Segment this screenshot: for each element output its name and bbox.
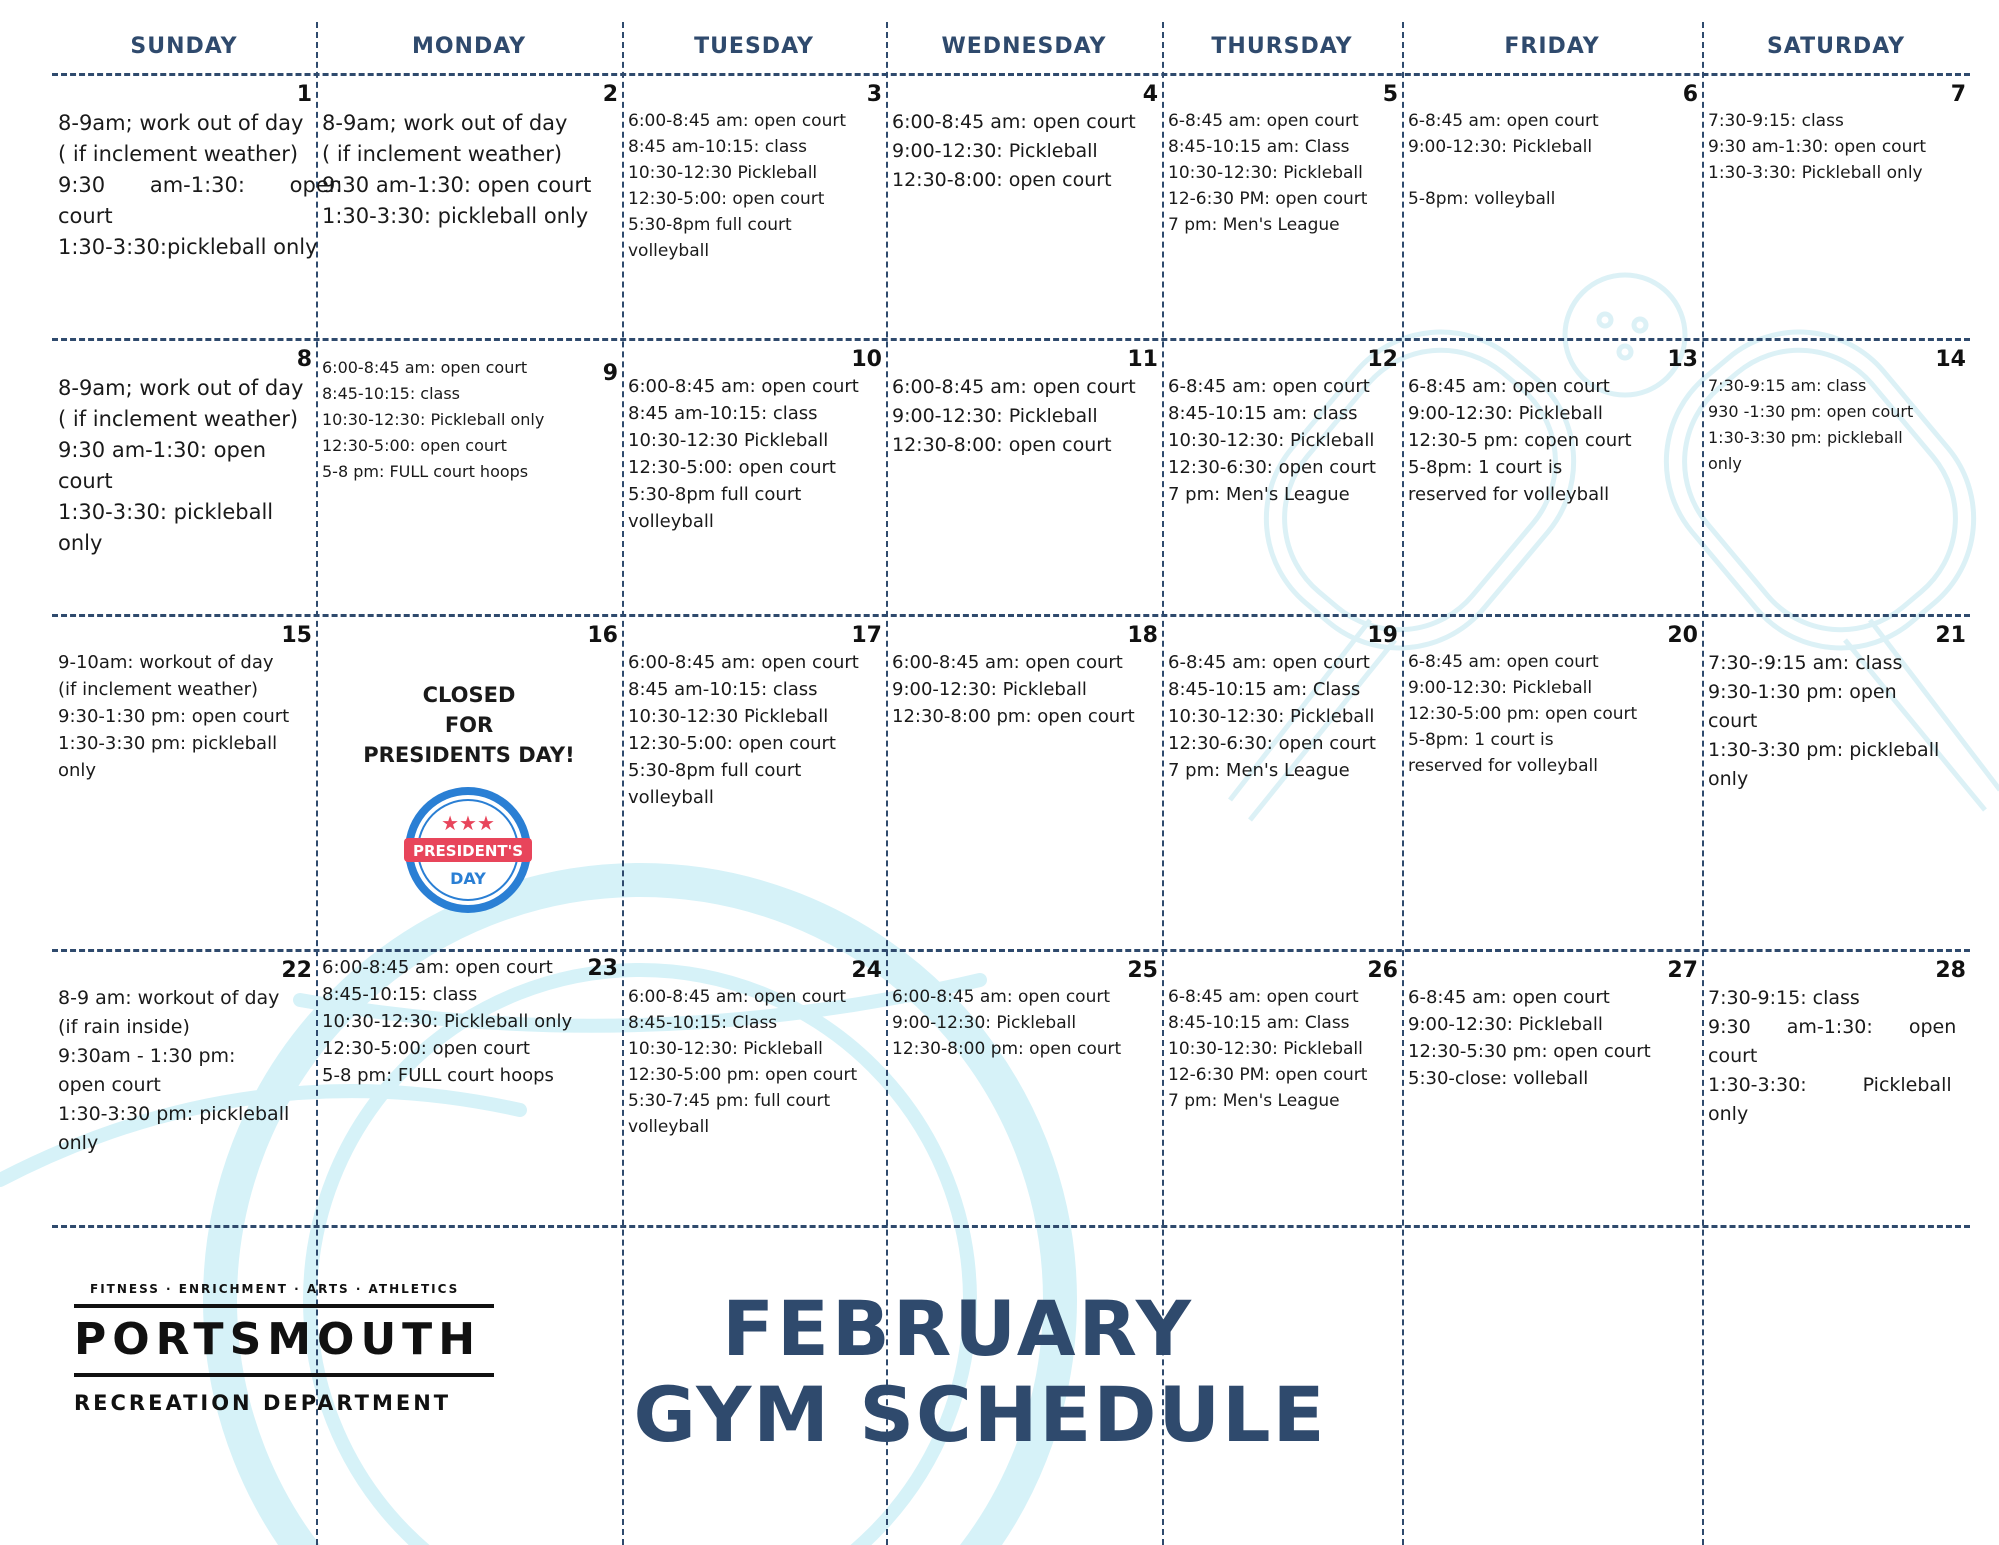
day-number: 14 — [1935, 347, 1966, 372]
schedule-line: 1:30-3:30:pickleball only — [58, 235, 318, 259]
schedule-line: 8-9am; work out of day — [58, 376, 304, 400]
schedule-line: 6:00-8:45 am: open court — [892, 111, 1136, 133]
logo-tagline: FITNESS · ENRICHMENT · ARTS · ATHLETICS — [90, 1282, 460, 1296]
schedule-line: 7 pm: Men's League — [1168, 760, 1350, 781]
schedule-line: 12:30-8:00 pm: open court — [892, 706, 1135, 727]
day-cell-22 — [52, 954, 316, 1158]
day-header-sunday: SUNDAY — [130, 34, 238, 59]
day-cell-1 — [52, 78, 343, 263]
schedule-line: only — [1708, 768, 1749, 790]
schedule-line: 6:00-8:45 am: open court — [892, 652, 1123, 673]
schedule-line: 6:00-8:45 am: open court — [892, 987, 1111, 1007]
schedule-line: 9:00-12:30: Pickleball — [1408, 1014, 1603, 1035]
schedule-line: 6:00-8:45 am: open court — [628, 987, 847, 1007]
schedule-line: 9:30 am-1:30: open — [58, 173, 343, 197]
schedule-line: 1:30-3:30: Pickleball — [1708, 1074, 1952, 1096]
schedule-line: ( if inclement weather) — [322, 142, 563, 166]
schedule-line: volleyball — [628, 241, 710, 261]
title-line-1: FEBRUARY — [722, 1284, 1194, 1373]
day-number: 4 — [1142, 82, 1158, 107]
day-number: 28 — [1935, 958, 1966, 983]
day-cell-14 — [1702, 343, 1970, 477]
schedule-line: 5:30-7:45 pm: full court — [628, 1091, 831, 1111]
day-cell-23 — [316, 954, 622, 1089]
schedule-line: only — [58, 531, 103, 555]
day-number: 20 — [1667, 623, 1698, 648]
schedule-line: 5-8 pm: FULL court hoops — [322, 462, 529, 481]
schedule-line: 9:30 am-1:30: open court — [1708, 137, 1927, 157]
schedule-line: (if rain inside) — [58, 1016, 190, 1038]
schedule-line: 9:00-12:30: Pickleball — [892, 679, 1087, 700]
schedule-line: 9:30am - 1:30 pm: — [58, 1045, 236, 1067]
schedule-line: 5:30-close: volleball — [1408, 1068, 1589, 1089]
grid-line — [52, 614, 1970, 617]
schedule-line: 5-8 pm: FULL court hoops — [322, 1065, 554, 1086]
day-cell-4 — [886, 78, 1162, 195]
schedule-line: 6:00-8:45 am: open court — [628, 652, 859, 673]
schedule-line: only — [58, 1132, 99, 1154]
grid-line — [52, 1225, 1970, 1228]
schedule-line: 12:30-5:00: open court — [628, 457, 836, 478]
day-cell-25 — [886, 954, 1162, 1062]
day-header-monday: MONDAY — [411, 34, 527, 59]
schedule-line: 9:00-12:30: Pickleball — [1408, 137, 1593, 157]
logo-bar — [74, 1373, 494, 1377]
day-number: 15 — [281, 623, 312, 648]
schedule-line: 6:00-8:45 am: open court — [628, 111, 847, 131]
schedule-line: 6:00-8:45 am: open court — [892, 376, 1136, 398]
day-number: 11 — [1127, 347, 1158, 372]
schedule-line: (if inclement weather) — [58, 679, 259, 700]
schedule-line: 8:45-10:15: class — [322, 984, 478, 1005]
schedule-line: 10:30-12:30 Pickleball — [628, 430, 829, 451]
day-cell-3 — [622, 78, 886, 264]
day-cell-6 — [1402, 78, 1702, 212]
schedule-line: 5-8pm: volleyball — [1408, 189, 1556, 209]
schedule-line: 10:30-12:30: Pickleball — [1168, 706, 1375, 727]
day-cell-10 — [622, 343, 886, 535]
day-number: 1 — [296, 82, 312, 107]
day-number: 13 — [1667, 347, 1698, 372]
schedule-line: court — [58, 469, 113, 493]
title-line-2: GYM SCHEDULE — [633, 1370, 1327, 1459]
day-cell-13 — [1402, 343, 1702, 508]
schedule-line: 5:30-8pm full court — [628, 215, 792, 235]
day-number: 9 — [602, 361, 618, 386]
schedule-line: 1:30-3:30 pm: pickleball — [58, 1103, 290, 1125]
schedule-line: 5:30-8pm full court — [628, 760, 802, 781]
day-number: 2 — [602, 82, 618, 107]
schedule-line: open court — [58, 1074, 161, 1096]
schedule-line: 6:00-8:45 am: open court — [628, 376, 859, 397]
schedule-line: 12:30-6:30: open court — [1168, 457, 1376, 478]
schedule-line: 8:45-10:15 am: Class — [1168, 137, 1350, 157]
schedule-line: 6-8:45 am: open court — [1408, 111, 1599, 131]
logo-name: PORTSMOUTH — [74, 1314, 482, 1365]
schedule-line: 10:30-12:30 Pickleball — [628, 163, 818, 183]
day-number: 22 — [281, 958, 312, 983]
day-cell-17 — [622, 619, 886, 811]
day-header-friday: FRIDAY — [1504, 34, 1600, 59]
day-cell-24 — [622, 954, 886, 1140]
day-cell-15 — [52, 619, 316, 784]
schedule-line: 9:30 am-1:30: open — [58, 438, 267, 462]
day-cell-18 — [886, 619, 1162, 730]
schedule-line: 1:30-3:30: pickleball — [58, 500, 274, 524]
day-cell-20 — [1402, 619, 1702, 779]
schedule-line: 8-9 am: workout of day — [58, 987, 280, 1009]
day-number: 8 — [296, 347, 312, 372]
schedule-line: court — [1708, 710, 1758, 732]
schedule-line — [1408, 160, 1698, 186]
closed-line: PRESIDENTS DAY! — [363, 743, 575, 767]
day-number: 3 — [866, 82, 882, 107]
logo-department: RECREATION DEPARTMENT — [74, 1391, 452, 1415]
schedule-line: ( if inclement weather) — [58, 407, 299, 431]
schedule-line: 8:45-10:15 am: class — [1168, 403, 1358, 424]
schedule-line: 9:30-1:30 pm: open court — [58, 706, 290, 727]
schedule-line: 10:30-12:30: Pickleball only — [322, 410, 545, 429]
schedule-line: volleyball — [628, 787, 714, 808]
day-number: 16 — [587, 623, 618, 648]
day-cell-7 — [1702, 78, 1970, 186]
day-cell-5 — [1162, 78, 1402, 238]
day-number: 12 — [1367, 347, 1398, 372]
schedule-line: volleyball — [628, 511, 714, 532]
schedule-line: reserved for volleyball — [1408, 756, 1598, 776]
schedule-line: 9:30 am-1:30: open — [1708, 1016, 1957, 1038]
schedule-line: 6-8:45 am: open court — [1168, 987, 1359, 1007]
grid-line — [1402, 22, 1404, 1545]
schedule-line: 7 pm: Men's League — [1168, 1091, 1340, 1111]
schedule-line: court — [1708, 1045, 1758, 1067]
schedule-line: 10:30-12:30: Pickleball — [628, 1039, 823, 1059]
day-cell-19 — [1162, 619, 1402, 784]
badge-stars: ★★★ — [441, 811, 495, 835]
schedule-line: 5:30-8pm full court — [628, 484, 802, 505]
schedule-line: 8:45-10:15 am: Class — [1168, 1013, 1350, 1033]
schedule-line: 8:45-10:15: Class — [628, 1013, 778, 1033]
schedule-line: 10:30-12:30: Pickleball — [1168, 163, 1363, 183]
day-number: 10 — [851, 347, 882, 372]
day-header-thursday: THURSDAY — [1211, 34, 1353, 59]
schedule-line: reserved for volleyball — [1408, 484, 1610, 505]
day-cell-21 — [1702, 619, 1970, 794]
schedule-line: 7 pm: Men's League — [1168, 484, 1350, 505]
day-header-saturday: SATURDAY — [1766, 34, 1906, 59]
presidents-day-badge — [402, 784, 534, 916]
day-cell-27 — [1402, 954, 1702, 1092]
schedule-line: 6:00-8:45 am: open court — [322, 957, 553, 978]
day-cell-26 — [1162, 954, 1402, 1114]
schedule-line: only — [1708, 454, 1742, 473]
day-header-tuesday: TUESDAY — [694, 34, 814, 59]
schedule-line: 9:00-12:30: Pickleball — [1408, 403, 1603, 424]
closed-line: CLOSED — [422, 683, 516, 707]
schedule-line: 1:30-3:30: pickleball only — [322, 204, 589, 228]
schedule-line: 12-6:30 PM: open court — [1168, 1065, 1368, 1085]
schedule-line: 930 -1:30 pm: open court — [1708, 402, 1914, 421]
schedule-line: 8:45-10:15 am: Class — [1168, 679, 1361, 700]
day-cell-2 — [316, 78, 622, 232]
schedule-line: 7 pm: Men's League — [1168, 215, 1340, 235]
schedule-line: 10:30-12:30 Pickleball — [628, 706, 829, 727]
badge-text: PRESIDENT'S — [412, 842, 524, 860]
badge-day: DAY — [450, 869, 486, 888]
day-cell-9 — [316, 343, 622, 485]
schedule-line: 12:30-5:00 pm: open court — [1408, 704, 1638, 724]
schedule-line: 12-6:30 PM: open court — [1168, 189, 1368, 209]
closed-line: FOR — [444, 713, 494, 737]
schedule-line: 6-8:45 am: open court — [1168, 376, 1370, 397]
day-number: 26 — [1367, 958, 1398, 983]
schedule-line: 9:00-12:30: Pickleball — [1408, 678, 1593, 698]
schedule-line: 1:30-3:30 pm: pickleball — [1708, 739, 1940, 761]
schedule-line: 6-8:45 am: open court — [1408, 987, 1610, 1008]
logo-bar — [74, 1304, 494, 1308]
schedule-line: 8:45 am-10:15: class — [628, 403, 818, 424]
schedule-line: 6:00-8:45 am: open court — [322, 358, 528, 377]
day-cell-16 — [316, 619, 622, 647]
day-cell-28 — [1702, 954, 1970, 1129]
closed-notice — [316, 680, 622, 770]
schedule-line: only — [58, 760, 97, 781]
schedule-line: 1:30-3:30 pm: pickleball — [58, 733, 278, 754]
schedule-line: court — [58, 204, 113, 228]
schedule-line: 7:30-9:15 am: class — [1708, 376, 1867, 395]
schedule-line: 12:30-8:00 pm: open court — [892, 1039, 1122, 1059]
day-number: 23 — [587, 956, 618, 981]
day-number: 21 — [1935, 623, 1966, 648]
schedule-line: 1:30-3:30: Pickleball only — [1708, 163, 1923, 183]
day-cell-11 — [886, 343, 1162, 460]
schedule-line: 6-8:45 am: open court — [1408, 376, 1610, 397]
schedule-line: 12:30-8:00: open court — [892, 169, 1112, 191]
schedule-line: 1:30-3:30 pm: pickleball — [1708, 428, 1903, 447]
schedule-line: 12:30-5:00: open court — [628, 733, 836, 754]
schedule-line: only — [1708, 1103, 1749, 1125]
schedule-line: 8:45-10:15: class — [322, 384, 461, 403]
day-number: 24 — [851, 958, 882, 983]
grid-line — [52, 949, 1970, 952]
schedule-line: 9:30-1:30 pm: open — [1708, 681, 1897, 703]
schedule-line: 10:30-12:30: Pickleball only — [322, 1011, 573, 1032]
page-title — [600, 1286, 1360, 1458]
schedule-line: 12:30-6:30: open court — [1168, 733, 1376, 754]
schedule-line: 7:30-:9:15 am: class — [1708, 652, 1903, 674]
day-number: 18 — [1127, 623, 1158, 648]
schedule-line: 12:30-5:00: open court — [322, 1038, 530, 1059]
schedule-line: 9:00-12:30: Pickleball — [892, 1013, 1077, 1033]
grid-line — [52, 338, 1970, 341]
schedule-line: 7:30-9:15: class — [1708, 111, 1844, 131]
day-number: 6 — [1682, 82, 1698, 107]
schedule-line: 12:30-8:00: open court — [892, 434, 1112, 456]
schedule-line: 6-8:45 am: open court — [1408, 652, 1599, 672]
schedule-line: 8-9am; work out of day — [322, 111, 568, 135]
schedule-line: 8-9am; work out of day — [58, 111, 304, 135]
schedule-line: 9:00-12:30: Pickleball — [892, 140, 1098, 162]
day-number: 5 — [1382, 82, 1398, 107]
portsmouth-logo — [60, 1282, 480, 1415]
schedule-line: 9:00-12:30: Pickleball — [892, 405, 1098, 427]
schedule-line: ( if inclement weather) — [58, 142, 299, 166]
schedule-line: 12:30-5:30 pm: open court — [1408, 1041, 1651, 1062]
schedule-line: 9:30 am-1:30: open court — [322, 173, 592, 197]
schedule-line: 6-8:45 am: open court — [1168, 652, 1370, 673]
schedule-line: 10:30-12:30: Pickleball — [1168, 430, 1375, 451]
schedule-line: volleyball — [628, 1117, 710, 1137]
day-cell-8 — [52, 343, 316, 559]
schedule-line: 10:30-12:30: Pickleball — [1168, 1039, 1363, 1059]
schedule-line: 12:30-5:00: open court — [322, 436, 507, 455]
day-number: 7 — [1950, 82, 1966, 107]
schedule-line: 12:30-5:00 pm: open court — [628, 1065, 858, 1085]
schedule-line: 12:30-5:00: open court — [628, 189, 825, 209]
schedule-line: 7:30-9:15: class — [1708, 987, 1860, 1009]
schedule-line: 12:30-5 pm: copen court — [1408, 430, 1632, 451]
schedule-line: 9-10am: workout of day — [58, 652, 274, 673]
day-cell-12 — [1162, 343, 1402, 508]
schedule-line: 5-8pm: 1 court is — [1408, 457, 1563, 478]
schedule-line: 8:45 am-10:15: class — [628, 679, 818, 700]
schedule-line: 8:45 am-10:15: class — [628, 137, 808, 157]
day-number: 19 — [1367, 623, 1398, 648]
day-number: 17 — [851, 623, 882, 648]
schedule-line: 6-8:45 am: open court — [1168, 111, 1359, 131]
day-number: 25 — [1127, 958, 1158, 983]
day-number: 27 — [1667, 958, 1698, 983]
grid-line — [52, 73, 1970, 76]
schedule-line: 5-8pm: 1 court is — [1408, 730, 1554, 750]
day-header-wednesday: WEDNESDAY — [941, 34, 1107, 59]
